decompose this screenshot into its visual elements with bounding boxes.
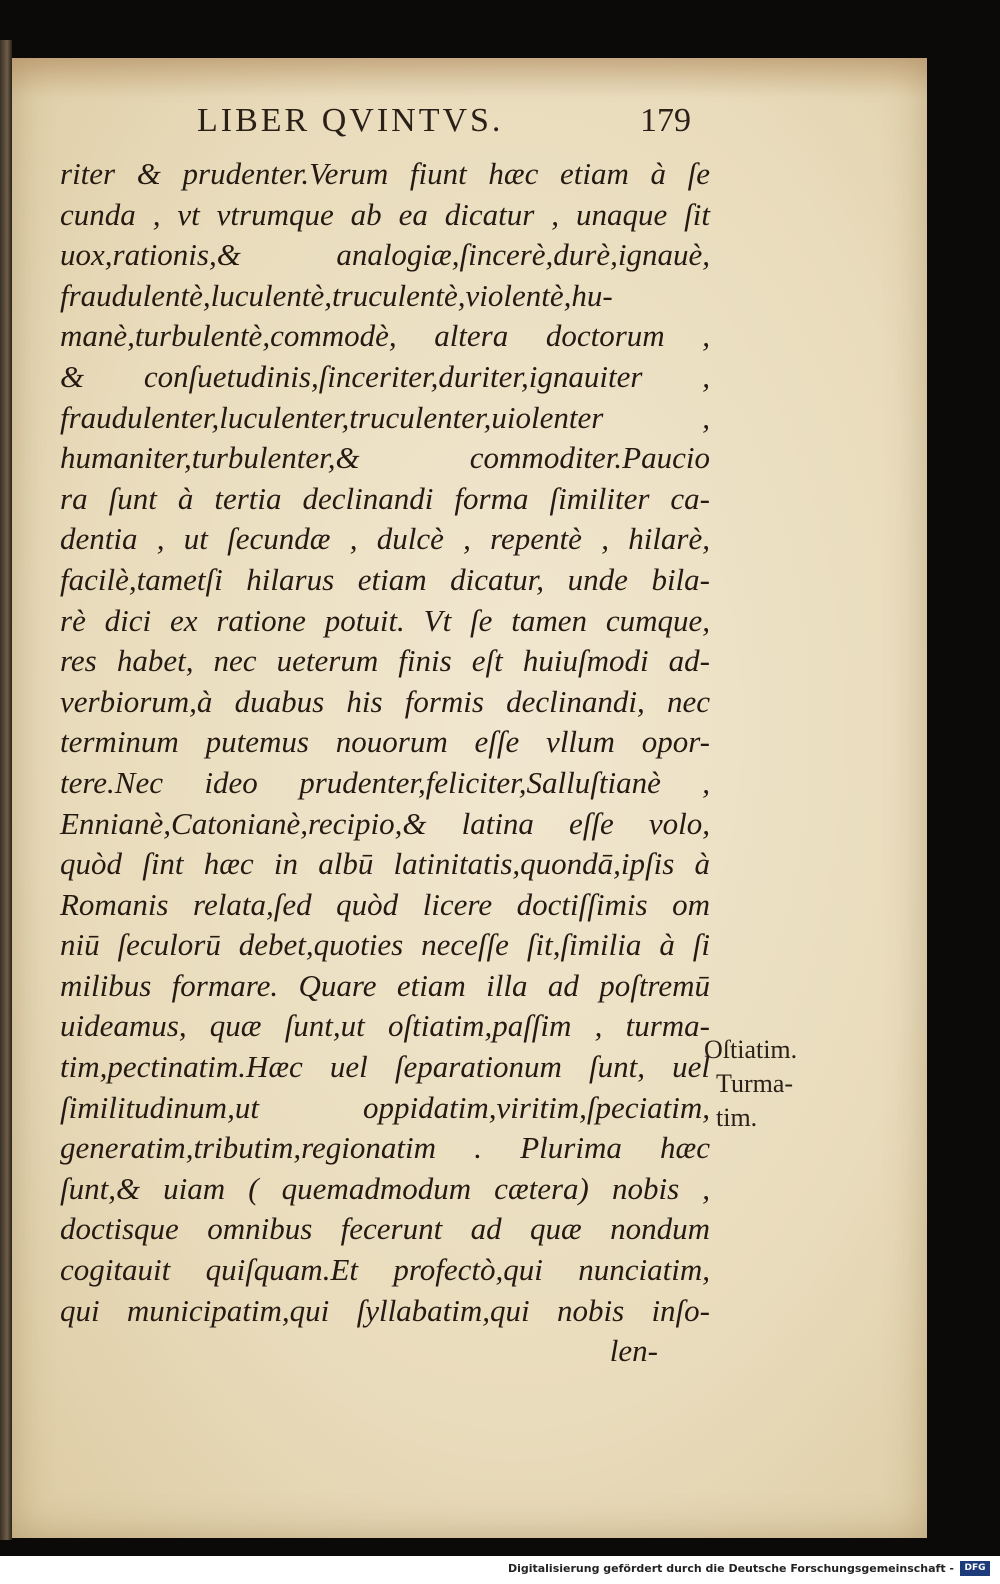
text-line: dentia , ut ſecundæ , dulcè , repentè , hilarè, <box>60 521 710 557</box>
running-head: LIBER QVINTVS. <box>197 102 504 139</box>
text-line: humaniter,turbulenter,& commoditer.Paucio <box>60 440 710 476</box>
text-line: cunda , vt vtrumque ab ea dicatur , unaque ſit <box>60 196 710 232</box>
text-line: qui municipatim,qui ſyllabatim,qui nobis inſo- <box>60 1292 710 1328</box>
text-line: riter & prudenter.Verum fiunt hæc etiam à ſe <box>60 156 710 191</box>
text-line: generatim,tributim,regionatim . Plurima hæc <box>60 1130 710 1166</box>
text-line: manè,turbulentè,commodè, altera doctorum , <box>60 318 710 354</box>
marginal-note-line: tim. <box>716 1103 758 1132</box>
funding-credit: Digitalisierung gefördert durch die Deutsche Forschungsgemeinschaft - <box>507 1562 954 1575</box>
text-line: quòd ſint hæc in albū latinitatis,quondā,ipſis à <box>60 846 710 882</box>
text-line: cogitauit quiſquam.Et profectò,qui nunciatim, <box>60 1252 710 1288</box>
text-line: terminum putemus nouorum eſſe vllum opor- <box>60 724 710 760</box>
marginal-note-line: Turma- <box>716 1069 794 1098</box>
marginal-note <box>704 1033 834 1135</box>
text-line: tim,pectinatim.Hæc uel ſeparationum ſunt, uel <box>60 1049 710 1085</box>
footer-bar <box>0 1556 1000 1584</box>
text-line: niū ſeculorū debet,quoties neceſſe ſit,ſimilia à ſi <box>60 927 710 963</box>
dfg-logo-icon: DFG <box>960 1561 990 1576</box>
book-edge <box>0 40 12 1540</box>
text-line: milibus formare. Quare etiam illa ad poſtremū <box>60 967 710 1003</box>
text-line: uideamus, quæ ſunt,ut oſtiatim,paſſim , turma- <box>60 1008 710 1044</box>
text-line: rè dici ex ratione potuit. Vt ſe tamen cumque, <box>60 602 710 638</box>
text-line: fraudulentè,luculentè,truculentè,violentè,hu- <box>60 277 613 313</box>
book-page <box>12 58 927 1538</box>
text-line: doctisque omnibus fecerunt ad quæ nondum <box>60 1211 710 1247</box>
text-line: & conſuetudinis,ſinceriter,duriter,ignauiter , <box>60 358 710 394</box>
page-top-shading <box>12 58 927 98</box>
text-line: verbiorum,à duabus his formis declinandi, nec <box>60 683 710 719</box>
text-line: uox,rationis,& analogiæ,ſincerè,durè,ignauè, <box>60 237 710 273</box>
text-line: ſimilitudinum,ut oppidatim,viritim,ſpeciatim, <box>60 1089 710 1125</box>
text-line: fraudulenter,luculenter,truculenter,uiolenter , <box>60 399 710 435</box>
catchword: len- <box>609 1333 658 1369</box>
text-line: tere.Nec ideo prudenter,feliciter,Salluſtianè , <box>60 764 710 800</box>
text-line: ſunt,& uiam ( quemadmodum cætera) nobis , <box>60 1170 710 1206</box>
text-line: Romanis relata,ſed quòd licere doctiſſimis om <box>60 886 710 922</box>
marginal-note-line: Oſtiatim. <box>704 1035 798 1064</box>
page-number: 179 <box>640 102 691 139</box>
text-line: ra ſunt à tertia declinandi forma ſimiliter ca- <box>60 480 710 516</box>
text-line: res habet, nec ueterum finis eſt huiuſmodi ad- <box>60 643 710 679</box>
text-line: facilè,tametſi hilarus etiam dicatur, unde bila- <box>60 561 710 597</box>
text-line: Ennianè,Catonianè,recipio,& latina eſſe volo, <box>60 805 710 841</box>
main-text-block <box>60 154 710 1372</box>
